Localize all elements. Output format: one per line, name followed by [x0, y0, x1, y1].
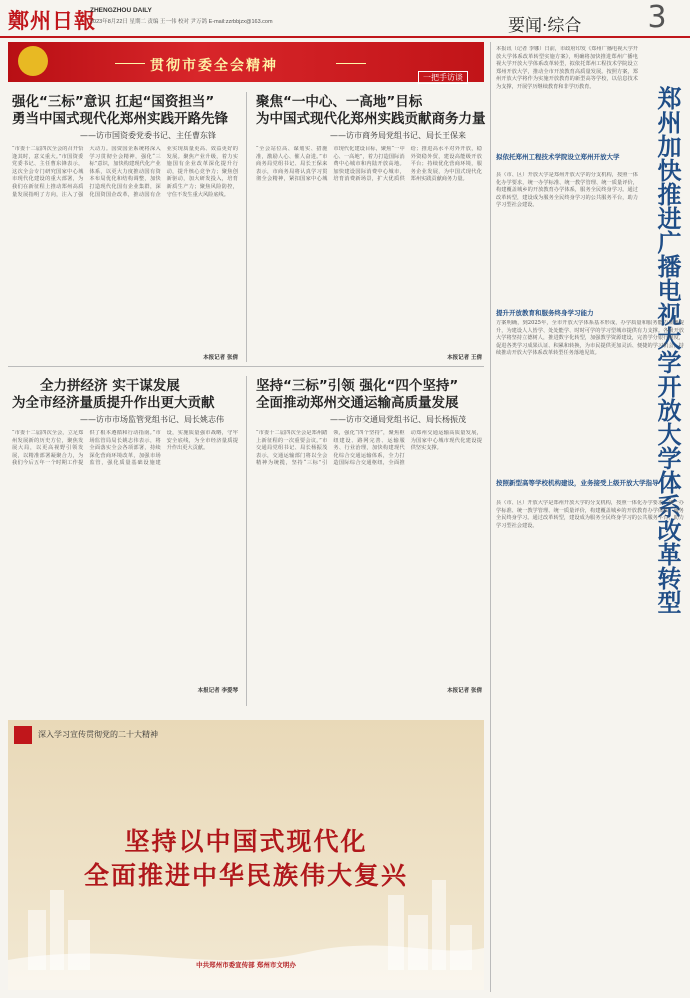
article-body: “市委十二届四次全会是郑州踏上新征程的一次重要会议。”市交通局党组书记、局长杨振茂表示，交通运输部门将以全会精神为统揽，坚持“三标”引领，强化“四个坚持”，聚焦枢纽建设、路网完善、运输服务、行业治理，加快构建现代化综合交通运输体系，全力打造国际综合交通枢纽，全面推动郑州交通运输高质量发展，为国家中心城市现代化建设提供坚实支撑。: [256, 430, 482, 467]
right-column-body: 方案明确，到2025年，全市开放大学体系基本形成，办学质量和服务能力显著提升，为建设人人皆学、处处能学、时时可学的学习型城市提供有力支撑。各级开放大学将坚持立德树人，推进数字化转型，加强教学资源建设，完善学分银行制度，促进各类学习成果认证、积累和转换，为市民提供更加灵活、便捷的学习机会，持续推动开放大学体系改革转型任务落地见效。: [496, 320, 684, 357]
dateline: 2023年8月22日 星期二 责编 王一伟 校对 尹万鸽 E-mail:zzrbbjzx@163.com: [90, 19, 273, 25]
page-number: 3: [647, 0, 667, 35]
article-body: “市委十二届四次全会的召开恰逢其时，意义重大。”市国资委党委书记、主任曹东锋表示，这次全会专门研究国家中心城市现代化建设的重大部署，为我们在新征程上推动郑州高质量发展指明了方向，注入了强大动力。国资国企系统将深入学习贯彻全会精神，强化“三标”意识，加快构建现代化产业体系，以更大力度推动国有资本布局优化和结构调整，加快打造现代化国有企业集群，深化国资国企改革，推动国有企业实现质量更高、效益更好的发展。聚焦产业升级，着力实施国有企业改革深化提升行动，提升核心竞争力；聚焦创新驱动，加大研发投入，培育新质生产力；聚焦风险防控，守住不发生重大风险底线。: [12, 146, 238, 198]
column-divider: [246, 376, 247, 706]
column-divider: [246, 92, 247, 362]
slogan-credit: 中共郑州市委宣传部 郑州市文明办: [196, 961, 296, 969]
article-title: 强化“三标”意识 扛起“国资担当”: [12, 94, 215, 110]
newspaper-logo: 鄭州日報: [8, 8, 96, 33]
article-subtitle: ——访市国资委党委书记、主任曹东锋: [80, 131, 216, 140]
party-emblem-icon: [18, 46, 48, 76]
top-rule: [0, 36, 690, 38]
english-title: ZHENGZHOU DAILY: [90, 7, 152, 14]
campaign-label: 深入学习宣传贯彻党的二十大精神: [38, 730, 158, 739]
flag-icon: [14, 726, 32, 744]
slogan-line-2: 全面推进中华民族伟大复兴: [83, 861, 408, 890]
article-title: 全力拼经济 实干谋发展: [40, 378, 180, 394]
banner-ornament: [115, 63, 145, 64]
banner-ornament: [336, 63, 366, 64]
article-subtitle: ——访市交通局党组书记、局长杨振茂: [330, 415, 466, 424]
article-title: 坚持“三标”引领 强化“四个坚持”: [256, 378, 459, 394]
article-title: 聚焦“一中心、一高地”目标: [256, 94, 423, 110]
column-divider: [490, 42, 491, 992]
article-title: 全面推动郑州交通运输高质量发展: [256, 395, 459, 411]
banner-title: 贯彻市委全会精神: [150, 58, 278, 74]
section-name: 要闻·综合: [508, 16, 582, 36]
article-signature: 本报记者 张倩: [203, 355, 238, 361]
right-column-heading: 按照新型高等学校机构建设，业务接受上级开放大学指导: [496, 479, 659, 487]
article-signature: 本报记者 张倩: [447, 688, 482, 694]
right-column-heading: 拟依托郑州工程技术学院设立郑州开放大学: [496, 153, 620, 161]
slogan-line-1: 坚持以中国式现代化: [124, 827, 368, 856]
right-column-body: 县（市、区）开放大学是郑州开放大学的分支机构，按照一体化办学要求，统一办学标准、统一教学管理、统一质量评价，构建覆盖城乡的开放教育办学体系，服务全民终身学习。通过改革转型，建设成为服务全民终身学习的公共服务平台，助力学习型社会建设。: [496, 500, 684, 529]
article-body: “全会站位高、谋划实、措施准，激励人心、催人奋进。”市商务局党组书记、局长王保来表示，市商务局将认真学习贯彻全会精神，紧扣国家中心城市现代化建设目标，聚焦“一中心、一高地”，着力打造国际消费中心城市和内陆开放高地。加快建设国际消费中心城市，培育消费新场景，扩大优质供给；推进高水平对外开放，稳外资稳外贸，建设高能级开放平台；持续优化营商环境，服务企业发展，为中国式现代化郑州实践贡献商务力量。: [256, 146, 482, 183]
article-subtitle: ——访市市场监管党组书记、局长姚志伟: [80, 415, 224, 424]
right-column-heading: 提升开放教育和服务终身学习能力: [496, 309, 594, 317]
article-body: “市委十二届四次全会，立足郑州发展新的历史方位，聚焦发展大局，以更高视野引领发展，以精准部署凝聚合力，为我们今后五年一个时期工作提供了根本遵循和行动指南。”市场监管局局长姚志伟表示，将全面落实全会各项部署，持续深化营商环境改革，加强市场监管，强化质量基础设施建设，实施质量强市战略，守牢安全底线，为全市经济量质提升作出更大贡献。: [12, 430, 238, 467]
article-title: 为中国式现代化郑州实践贡献商务力量: [256, 111, 486, 127]
article-signature: 本报记者 李爱琴: [197, 688, 238, 694]
row-divider: [8, 366, 484, 367]
article-signature: 本报记者 王倩: [447, 355, 482, 361]
article-title: 为全市经济量质提升作出更大贡献: [12, 395, 215, 411]
right-column-title: 郑州加快推进广播电视大学开放大学体系改革转型: [653, 86, 681, 614]
article-title: 勇当中国式现代化郑州实践开路先锋: [12, 111, 228, 127]
right-column-body: 县（市、区）开放大学是郑州开放大学的分支机构，按照一体化办学要求，统一办学标准、统一教学管理、统一质量评价，构建覆盖城乡的开放教育办学体系，服务全民终身学习。通过改革转型，建设成为服务全民终身学习的公共服务平台，助力学习型社会建设。: [496, 172, 638, 209]
article-subtitle: ——访市商务局党组书记、局长王保来: [330, 131, 466, 140]
banner-tag: 一把手访谈: [418, 71, 468, 84]
right-column-body: 本报讯（记者 李娜）日前，市政府印发《郑州广播电视大学开放大学体系改革转型实施方案》，明确将加快推进郑州广播电视大学开放大学体系改革转型，拟依托郑州工程技术学院设立郑州开放大学，推动全市开放教育高质量发展。按照方案，郑州开放大学将作为实施开放教育的新型高等学校，以信息技术为支撑，开展学历继续教育和非学历教育。: [496, 46, 638, 90]
